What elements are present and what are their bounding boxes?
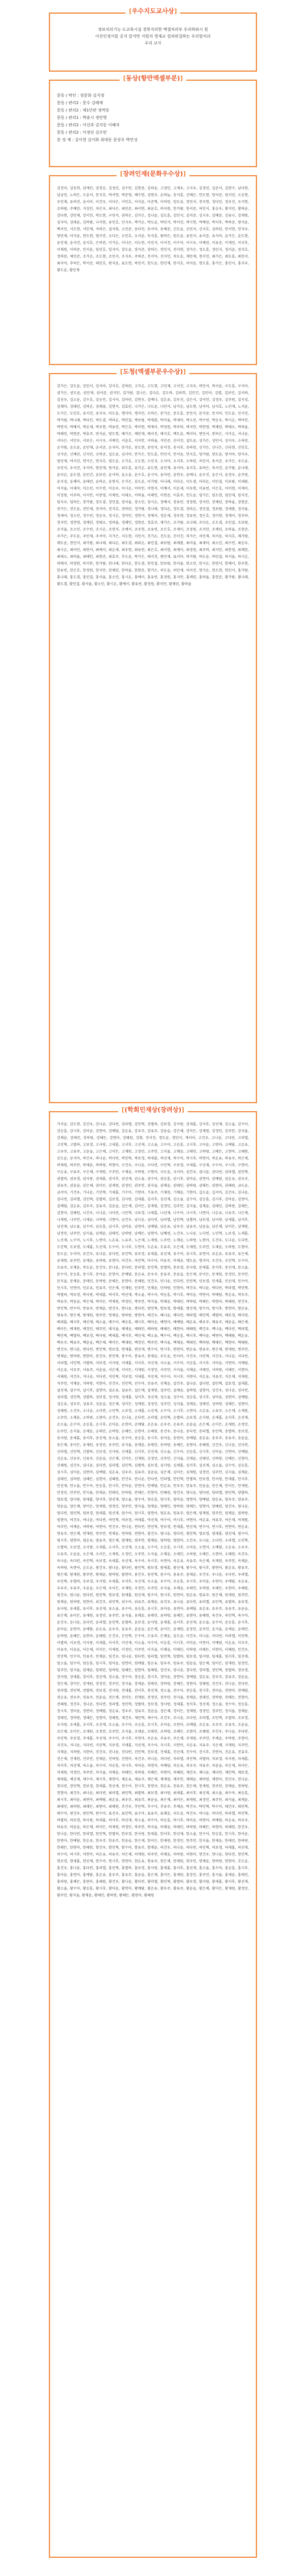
list-item: 문동 / 관리2 : 제1단판 정먹동 <box>57 108 110 113</box>
list-item: 문동 / 관리1 : 박솔시 정민명 <box>57 115 107 120</box>
section-title: [우수지도교사상] <box>126 6 180 15</box>
section-excellent-teacher <box>49 7 257 72</box>
intro-line: 정보처리기능 도교육시설 경북지리한 엑셀처리부 우리하와시 원 <box>98 27 208 32</box>
section-bronze-award <box>49 74 257 167</box>
list-item: 문동 / 관리2 : 이선과 김지동 이혜자 <box>57 123 120 127</box>
intro-line: 이션인정서를 공지 앞지만 지원자 영재교 컬쳐편집하는 우리할처리 <box>95 34 211 39</box>
section-intro <box>57 26 249 65</box>
award-list <box>57 92 249 160</box>
section-province-excel <box>49 368 257 1103</box>
section-title: [도청(엑셀부문우수상)] <box>117 367 189 376</box>
section-encouragement-culture <box>49 170 257 365</box>
section-title: [장려인재(문화우수상)] <box>117 169 189 178</box>
winner-names: 김진아, 김동희, 권재민, 권정승, 김성민, 김수빈, 김현중, 김하윤, 고정민, 고재우, 고지우, 김정민, 김준서, 김현수, 남다현, 남궁민, 노하은, 도윤서, 문지호, 박서연, 박준영, 배수현, 성현우, 손하늘, 송지훈, 신예은, 안도현, 양서준, 엄지민, 오승현, 우민재, 유하진, 윤서아, 이건우, 이다은, 이민호, 이서윤, 이준혁, 이하린, 임도윤, 장민서, 전지현, 정다인, 정우진, 조서현, 조하람, 주예린, 지성민, 차은우, 최다은, 최민준, 최서연, 최윤호, 하지원, 한가람, 한서준, 허민지, 홍승우, 황지민, 황하윤, 강다현, 강민재, 강서진, 곽도현, 구민서, 권하은, 김가은, 김나윤, 김도훈, 김민지, 김서준, 김시우, 김예준, 김유나, 김재원, 김지아, 김태윤, 김하람, 나서현, 류민호, 민지우, 박가온, 박도윤, 박민서, 박서진, 박시현, 박예린, 박지후, 박하준, 방서윤, 백지민, 서도현, 서민재, 석하은, 설지원, 소민준, 송다인, 송서아, 송예준, 신도윤, 신민서, 신지호, 심하린, 안서현, 안지우, 양민재, 어지윤, 연도현, 염서진, 오다은, 오민호, 오서윤, 옥지훈, 왕하은, 원도윤, 유민서, 유서준, 유지아, 윤가은, 윤도현, 윤민재, 윤서진, 윤지호, 은하린, 이가온, 이나은, 이도현, 이민서, 이서진, 이수아, 이시우, 이예린, 이유준, 이재민, 이지후, 이채원, 이하준, 인서윤, 임민호, 임지아, 장도윤, 장서준, 장하은, 전민서, 전서현, 정가은, 정도훈, 정민지, 정서윤, 정지호, 정하린, 제민준, 조가온, 조도현, 조민서, 조지우, 주하준, 진서아, 진지민, 차도윤, 채민재, 천서진, 최가은, 최도훈, 최민서, 최지아, 추하은, 탁서준, 태민호, 편지윤, 표도현, 하민서, 한도윤, 한민재, 한지호, 허서윤, 현도훈, 홍가은, 홍민서, 홍지우, 황도윤, 황민재 <box>57 187 249 272</box>
intro-line: 우리 교사 <box>144 41 161 45</box>
list-item: 문 정 제 : 김이현 김이화 최대동 문상우 박민성 <box>57 138 138 142</box>
section-society-encouragement <box>49 1106 257 2558</box>
list-item: 문동 / 관리2 : 문수 김해재 <box>57 101 103 105</box>
winner-names: 가서윤, 감도현, 강건우, 강나윤, 강다빈, 강라엘, 강민혁, 강별하, 강보경, 강사랑, 강새롬, 강서후, 강선재, 강소율, 강수아, 강승훈, 강시후, 강아윤, 강연아, 강예담, 강온유, 강우주, 강유주, 강윤슬, 강은채, 강이든, 강재원, 강정민, 강주안, 강지율, 강채윤, 강태민, 강하랑, 강해든, 강현아, 강혜원, 강휘, 견서진, 경도윤, 경민서, 계서아, 고건우, 고나윤, 고다빈, 고라엘, 고민혁, 고별하, 고보경, 고사랑, 고새롬, 고서후, 고선재, 고소율, 고수아, 고승훈, 고시후, 고아윤, 고연아, 고예담, 고온유, 고우주, 고유주, 고윤슬, 고은채, 고이든, 고재원, 고정민, 고주안, 고지율, 고채윤, 고태민, 고하랑, 고해든, 고현아, 고혜원, 공도윤, 공서아, 곽건우, 곽나윤, 곽다빈, 곽민혁, 곽보경, 곽새롬, 곽선재, 곽수아, 곽시후, 곽연아, 곽온유, 곽유주, 곽은채, 곽재원, 곽주안, 곽채윤, 곽하랑, 곽현아, 구건우, 구나윤, 구다빈, 구민혁, 구보경, 구새롬, 구선재, 구수아, 구시후, 구연아, 구온유, 구유주, 구은채, 구재원, 구주안, 구채윤, 구하랑, 구현아, 국도윤, 국서아, 권건우, 권나윤, 권다빈, 권라엘, 권민혁, 권별하, 권보경, 권사랑, 권새롬, 권서후, 권선재, 권소율, 권수아, 권승훈, 권시후, 권아윤, 권연아, 권예담, 권온유, 권우주, 권유주, 권윤슬, 권은채, 권이든, 권재원, 권정민, 권주안, 권지율, 권채윤, 권태민, 권하랑, 권해든, 권현아, 권혜원, 금도윤, 금서아, 기건우, 기나윤, 기민혁, 기새롬, 기수아, 기연아, 기유주, 기재원, 기채윤, 기현아, 길도윤, 길서아, 김건우, 김나윤, 김다빈, 김라엘, 김민혁, 김별하, 김보경, 김사랑, 김새롬, 김서후, 김선재, 김소율, 김수아, 김승훈, 김시후, 김아윤, 김연아, 김예담, 김온유, 김우주, 김유주, 김윤슬, 김은채, 김이든, 김재원, 김정민, 김주안, 김지율, 김채윤, 김태민, 김하랑, 김해든, 김현아, 김혜원, 나건우, 나나윤, 나다빈, 나민혁, 나보경, 나새롬, 나선재, 나수아, 나시후, 나연아, 나온유, 나유주, 나은채, 나재원, 나주안, 나채윤, 나하랑, 나현아, 남건우, 남나윤, 남다빈, 남라엘, 남민혁, 남별하, 남보경, 남사랑, 남새롬, 남서후, 남선재, 남소율, 남수아, 남승훈, 남시후, 남아윤, 남연아, 남예담, 남온유, 남우주, 남유주, 남윤슬, 남은채, 남이든, 남재원, 남정민, 남주안, 남지율, 남채윤, 남태민, 남하랑, 남해든, 남현아, 남혜원, 노건우, 노나윤, 노다빈, 노민혁, 노보경, 노새롬, 노선재, 노수아, 노시후, 노연아, 노온유, 노유주, 노은채, 노재원, 노주안, 노채윤, 노하랑, 노현아, 도건우, 도나윤, 도다빈, 도민혁, 도보경, 도새롬, 도선재, 도수아, 도시후, 도연아, 도온유, 도유주, 도은채, 도재원, 도주안, 도채윤, 도하랑, 도현아, 동도윤, 두서아, 류건우, 류나윤, 류다빈, 류민혁, 류보경, 류새롬, 류선재, 류수아, 류시후, 류연아, 류온유, 류유주, 류은채, 류재원, 류주안, 류채윤, 류하랑, 류현아, 마건우, 마민혁, 마수아, 마유주, 마채윤, 맹도윤, 명서아, 모건우, 모민혁, 모수아, 모유주, 모채윤, 목도윤, 문건우, 문나윤, 문다빈, 문라엘, 문민혁, 문별하, 문보경, 문사랑, 문새롬, 문서후, 문선재, 문소율, 문수아, 문승훈, 문시후, 문아윤, 문연아, 문예담, 문온유, 문우주, 문유주, 문윤슬, 문은채, 문이든, 문재원, 문정민, 문주안, 문지율, 문채윤, 문태민, 문하랑, 문해든, 문현아, 문혜원, 민건우, 민나윤, 민다빈, 민민혁, 민보경, 민새롬, 민선재, 민수아, 민시후, 민연아, 민온유, 민유주, 민은채, 민재원, 민주안, 민채윤, 민하랑, 민현아, 박건우, 박나윤, 박다빈, 박라엘, 박민혁, 박별하, 박보경, 박사랑, 박새롬, 박서후, 박선재, 박소율, 박수아, 박승훈, 박시후, 박아윤, 박연아, 박예담, 박온유, 박우주, 박유주, 박윤슬, 박은채, 박이든, 박재원, 박정민, 박주안, 박지율, 박채윤, 박태민, 박하랑, 박해든, 박현아, 박혜원, 반건우, 반민혁, 반수아, 반유주, 반채윤, 방건우, 방나윤, 방다빈, 방민혁, 방보경, 방새롬, 방선재, 방수아, 방시후, 방연아, 방온유, 방유주, 방은채, 방재원, 방주안, 방채윤, 방하랑, 방현아, 배건우, 배나윤, 배다빈, 배라엘, 배민혁, 배별하, 배보경, 배사랑, 배새롬, 배서후, 배선재, 배소율, 배수아, 배승훈, 배시후, 배아윤, 배연아, 배예담, 배온유, 배우주, 배유주, 배윤슬, 배은채, 배이든, 배재원, 배정민, 배주안, 배지율, 배채윤, 배태민, 배하랑, 배해든, 배현아, 배혜원, 백건우, 백나윤, 백다빈, 백라엘, 백민혁, 백별하, 백보경, 백사랑, 백새롬, 백서후, 백선재, 백소율, 백수아, 백승훈, 백시후, 백아윤, 백연아, 백예담, 백온유, 백우주, 백유주, 백윤슬, 백은채, 백이든, 백재원, 백정민, 백주안, 백지율, 백채윤, 백태민, 백하랑, 백해든, 백현아, 백혜원, 변건우, 변나윤, 변다빈, 변민혁, 변보경, 변새롬, 변선재, 변수아, 변시후, 변연아, 변온유, 변유주, 변은채, 변재원, 변주안, 변채윤, 변하랑, 변현아, 봉건우, 봉민혁, 봉수아, 봉유주, 봉채윤, 부도윤, 빈서아, 사건우, 사민혁, 서건우, 서나윤, 서다빈, 서라엘, 서민혁, 서별하, 서보경, 서사랑, 서새롬, 서서후, 서선재, 서소율, 서수아, 서승훈, 서시후, 서아윤, 서연아, 서예담, 서온유, 서우주, 서유주, 서윤슬, 서은채, 서이든, 서재원, 서정민, 서주안, 서지율, 서채윤, 서태민, 서하랑, 서해든, 서현아, 서혜원, 석건우, 석나윤, 석다빈, 석민혁, 석보경, 석새롬, 석선재, 석수아, 석시후, 석연아, 석온유, 석유주, 석은채, 석재원, 석주안, 석채윤, 석하랑, 석현아, 선건우, 선민혁, 선수아, 선유주, 선채윤, 설건우, 설나윤, 설다빈, 설민혁, 설보경, 설새롬, 설선재, 설수아, 설시후, 설연아, 설온유, 설유주, 설은채, 설재원, 설주안, 설채윤, 설하랑, 설현아, 성건우, 성나윤, 성다빈, 성라엘, 성민혁, 성별하, 성보경, 성사랑, 성새롬, 성서후, 성선재, 성소율, 성수아, 성승훈, 성시후, 성아윤, 성연아, 성예담, 성온유, 성우주, 성유주, 성윤슬, 성은채, 성이든, 성재원, 성정민, 성주안, 성지율, 성채윤, 성태민, 성하랑, 성해든, 성현아, 성혜원, 소건우, 소나윤, 소다빈, 소민혁, 소보경, 소새롬, 소선재, 소수아, 소시후, 소연아, 소온유, 소유주, 소은채, 소재원, 소주안, 소채윤, 소하랑, 소현아, 손건우, 손나윤, 손다빈, 손라엘, 손민혁, 손별하, 손보경, 손사랑, 손새롬, 손서후, 손선재, 손소율, 손수아, 손승훈, 손시후, 손아윤, 손연아, 손예담, 손온유, 손우주, 손유주, 손윤슬, 손은채, 손이든, 손재원, 손정민, 손주안, 손지율, 손채윤, 손태민, 손하랑, 손해든, 손현아, 손혜원, 송건우, 송나윤, 송다빈, 송라엘, 송민혁, 송별하, 송보경, 송사랑, 송새롬, 송서후, 송선재, 송소율, 송수아, 송승훈, 송시후, 송아윤, 송연아, 송예담, 송온유, 송우주, 송유주, 송윤슬, 송은채, 송이든, 송재원, 송정민, 송주안, 송지율, 송채윤, 송태민, 송하랑, 송해든, 송현아, 송혜원, 신건우, 신나윤, 신다빈, 신라엘, 신민혁, 신별하, 신보경, 신사랑, 신새롬, 신서후, 신선재, 신소율, 신수아, 신승훈, 신시후, 신아윤, 신연아, 신예담, 신온유, 신우주, 신유주, 신윤슬, 신은채, 신이든, 신재원, 신정민, 신주안, 신지율, 신채윤, 신태민, 신하랑, 신해든, 신현아, 신혜원, 심건우, 심나윤, 심다빈, 심라엘, 심민혁, 심별하, 심보경, 심사랑, 심새롬, 심서후, 심선재, 심소율, 심수아, 심승훈, 심시후, 심아윤, 심연아, 심예담, 심온유, 심우주, 심유주, 심윤슬, 심은채, 심이든, 심재원, 심정민, 심주안, 심지율, 심채윤, 심태민, 심하랑, 심해든, 심현아, 심혜원, 안건우, 안나윤, 안다빈, 안라엘, 안민혁, 안별하, 안보경, 안사랑, 안새롬, 안서후, 안선재, 안소율, 안수아, 안승훈, 안시후, 안아윤, 안연아, 안예담, 안온유, 안우주, 안유주, 안윤슬, 안은채, 안이든, 안재원, 안정민, 안주안, 안지율, 안채윤, 안태민, 안하랑, 안해든, 안현아, 안혜원, 양건우, 양나윤, 양다빈, 양라엘, 양민혁, 양별하, 양보경, 양사랑, 양새롬, 양서후, 양선재, 양소율, 양수아, 양승훈, 양시후, 양아윤, 양연아, 양예담, 양온유, 양우주, 양유주, 양윤슬, 양은채, 양이든, 양재원, 양정민, 양주안, 양지율, 양채윤, 양태민, 양하랑, 양해든, 양현아, 양혜원, 엄건우, 엄나윤, 엄다빈, 엄민혁, 엄보경, 엄새롬, 엄선재, 엄수아, 엄시후, 엄연아, 엄온유, 엄유주, 엄은채, 엄재원, 엄주안, 엄채윤, 엄하랑, 엄현아, 여건우, 여나윤, 여다빈, 여민혁, 여보경, 여새롬, 여선재, 여수아, 여시후, 여연아, 여온유, 여유주, 여은채, 여재원, 여주안, 여채윤, 여하랑, 여현아, 연건우, 연나윤, 연다빈, 연민혁, 연보경, 연새롬, 연선재, 연수아, 연시후, 연연아, 연온유, 연유주, 연은채, 연재원, 연주안, 연채윤, 연하랑, 연현아, 염건우, 염나윤, 염다빈, 염민혁, 염보경, 염새롬, 염선재, 염수아, 염시후, 염연아, 염온유, 염유주, 염은채, 염재원, 염주안, 염채윤, 염하랑, 염현아, 오건우, 오나윤, 오다빈, 오라엘, 오민혁, 오별하, 오보경, 오사랑, 오새롬, 오서후, 오선재, 오소율, 오수아, 오승훈, 오시후, 오아윤, 오연아, 오예담, 오온유, 오우주, 오유주, 오윤슬, 오은채, 오이든, 오재원, 오정민, 오주안, 오지율, 오채윤, 오태민, 오하랑, 오해든, 오현아, 오혜원, 옥건우, 옥나윤, 옥다빈, 옥민혁, 옥보경, 옥새롬, 옥선재, 옥수아, 옥시후, 옥연아, 옥온유, 옥유주, 옥은채, 옥재원, 옥주안, 옥채윤, 옥하랑, 옥현아, 온도윤, 왕건우, 왕나윤, 왕다빈, 왕민혁, 왕보경, 왕새롬, 왕선재, 왕수아, 왕시후, 왕연아, 왕온유, 왕유주, 왕은채, 왕재원, 왕주안, 왕채윤, 왕하랑, 왕현아, 용건우, 용민혁, 용수아, 용유주, 용채윤, 우건우, 우나윤, 우다빈, 우라엘, 우민혁, 우별하, 우보경, 우사랑, 우새롬, 우서후, 우선재, 우소율, 우수아, 우승훈, 우시후, 우아윤, 우연아, 우예담, 우온유, 우우주, 우유주, 우윤슬, 우은채, 우이든, 우재원, 우정민, 우주안, 우지율, 우채윤, 우태민, 우하랑, 우해든, 우현아, 우혜원, 원건우, 원나윤, 원다빈, 원민혁, 원보경, 원새롬, 원선재, 원수아, 원시후, 원연아, 원온유, 원유주, 원은채, 원재원, 원주안, 원채윤, 원하랑, 원현아, 위건우, 위민혁, 위수아, 위유주, 위채윤, 유건우, 유나윤, 유다빈, 유라엘, 유민혁, 유별하, 유보경, 유사랑, 유새롬, 유서후, 유선재, 유소율, 유수아, 유승훈, 유시후, 유아윤, 유연아, 유예담, 유온유, 유우주, 유유주, 유윤슬, 유은채, 유이든, 유재원, 유정민, 유주안, 유지율, 유채윤, 유태민, 유하랑, 유해든, 유현아, 유혜원, 육건우, 육민혁, 육수아, 윤건우, 윤나윤, 윤다빈, 윤라엘, 윤민혁, 윤별하, 윤보경, 윤사랑, 윤새롬, 윤서후, 윤선재, 윤소율, 윤수아, 윤승훈, 윤시후, 윤아윤, 윤연아, 윤예담, 윤온유, 윤우주, 윤유주, 윤윤슬, 윤은채, 윤이든, 윤재원, 윤정민, 윤주안, 윤지율, 윤채윤, 윤태민, 윤하랑, 윤해든, 윤현아, 윤혜원, 은건우, 은민혁, 은수아, 은유주, 은채윤, 음도윤, 이건우, 이나윤, 이다빈, 이라엘, 이민혁, 이별하, 이보경, 이사랑, 이새롬, 이서후, 이선재, 이소율, 이수아, 이승훈, 이시후, 이아윤, 이연아, 이예담, 이온유, 이우주, 이유주, 이윤슬, 이은채, 이이든, 이재원, 이정민, 이주안, 이지율, 이채윤, 이태민, 이하랑, 이해든, 이현아, 이혜원, 인건우, 인민혁, 인수아, 인유주, 인채윤, 임건우, 임나윤, 임다빈, 임라엘, 임민혁, 임별하, 임보경, 임사랑, 임새롬, 임서후, 임선재, 임소율, 임수아, 임승훈, 임시후, 임아윤, 임연아, 임예담, 임온유, 임우주, 임유주, 임윤슬, 임은채, 임이든, 임재원, 임정민, 임주안, 임지율, 임채윤, 임태민, 임하랑, 임해든, 임현아, 임혜원, 장건우, 장나윤, 장다빈, 장라엘, 장민혁, 장별하, 장보경, 장사랑, 장새롬, 장서후, 장선재, 장소율, 장수아, 장승훈, 장시후, 장아윤, 장연아, 장예담, 장온유, 장우주, 장유주, 장윤슬, 장은채, 장이든, 장재원, 장정민, 장주안, 장지율, 장채윤, 장태민, 장하랑, 장해든, 장현아, 장혜원, 전건우, 전나윤, 전다빈, 전라엘, 전민혁, 전별하, 전보경, 전사랑, 전새롬, 전서후, 전선재, 전소율, 전수아, 전승훈, 전시후, 전아윤, 전연아, 전예담, 전온유, 전우주, 전유주, 전윤슬, 전은채, 전이든, 전재원, 전정민, 전주안, 전지율, 전채윤, 전태민, 전하랑, 전해든, 전현아, 전혜원, 정건우, 정나윤, 정다빈, 정라엘, 정민혁, 정별하, 정보경, 정사랑, 정새롬, 정서후, 정선재, 정소율, 정수아, 정승훈, 정시후, 정아윤, 정연아, 정예담, 정온유, 정우주, 정유주, 정윤슬, 정은채, 정이든, 정재원, 정정민, 정주안, 정지율, 정채윤, 정태민, 정하랑, 정해든, 정현아, 정혜원, 제건우, 제민혁, 제수아, 조건우, 조나윤, 조다빈, 조라엘, 조민혁, 조별하, 조보경, 조사랑, 조새롬, 조서후, 조선재, 조소율, 조수아, 조승훈, 조시후, 조아윤, 조연아, 조예담, 조온유, 조우주, 조유주, 조윤슬, 조은채, 조이든, 조재원, 조정민, 조주안, 조지율, 조채윤, 조태민, 조하랑, 조해든, 조현아, 조혜원, 주건우, 주나윤, 주다빈, 주민혁, 주보경, 주새롬, 주선재, 주수아, 주시후, 주연아, 주온유, 주유주, 주은채, 주재원, 주주안, 주채윤, 주하랑, 주현아, 지건우, 지나윤, 지다빈, 지민혁, 지보경, 지새롬, 지선재, 지수아, 지시후, 지연아, 지온유, 지유주, 지은채, 지재원, 지주안, 지채윤, 지하랑, 지현아, 진건우, 진나윤, 진다빈, 진민혁, 진보경, 진새롬, 진선재, 진수아, 진시후, 진연아, 진온유, 진유주, 진은채, 진재원, 진주안, 진채윤, 진하랑, 진현아, 차건우, 차나윤, 차다빈, 차라엘, 차민혁, 차별하, 차보경, 차사랑, 차새롬, 차서후, 차선재, 차소율, 차수아, 차승훈, 차시후, 차아윤, 차연아, 차예담, 차온유, 차우주, 차유주, 차윤슬, 차은채, 차이든, 차재원, 차정민, 차주안, 차지율, 차채윤, 차태민, 차하랑, 차해든, 차현아, 차혜원, 채건우, 채나윤, 채다빈, 채민혁, 채보경, 채새롬, 채선재, 채수아, 채시후, 채연아, 채온유, 채유주, 채은채, 채재원, 채주안, 채채윤, 채하랑, 채현아, 천건우, 천나윤, 천다빈, 천민혁, 천보경, 천새롬, 천선재, 천수아, 천시후, 천연아, 천온유, 천유주, 천은채, 천재원, 천주안, 천채윤, 천하랑, 천현아, 최건우, 최나윤, 최다빈, 최라엘, 최민혁, 최별하, 최보경, 최사랑, 최새롬, 최서후, 최선재, 최소율, 최수아, 최승훈, 최시후, 최아윤, 최연아, 최예담, 최온유, 최우주, 최유주, 최윤슬, 최은채, 최이든, 최재원, 최정민, 최주안, 최지율, 최채윤, 최태민, 최하랑, 최해든, 최현아, 최혜원, 추건우, 추민혁, 추수아, 추유주, 추채윤, 탁건우, 탁민혁, 탁수아, 태건우, 태민혁, 태수아, 편건우, 편민혁, 편수아, 표건우, 표민혁, 표수아, 표유주, 표채윤, 피도윤, 하건우, 하나윤, 하다빈, 하라엘, 하민혁, 하별하, 하보경, 하사랑, 하새롬, 하서후, 하선재, 하소율, 하수아, 하승훈, 하시후, 하아윤, 하연아, 하예담, 하온유, 하우주, 하유주, 하윤슬, 하은채, 하이든, 하재원, 하정민, 하주안, 하지율, 하채윤, 하태민, 하하랑, 하해든, 하현아, 하혜원, 한건우, 한나윤, 한다빈, 한라엘, 한민혁, 한별하, 한보경, 한사랑, 한새롬, 한서후, 한선재, 한소율, 한수아, 한승훈, 한시후, 한아윤, 한연아, 한예담, 한온유, 한우주, 한유주, 한윤슬, 한은채, 한이든, 한재원, 한정민, 한주안, 한지율, 한채윤, 한태민, 한하랑, 한해든, 한현아, 한혜원, 함건우, 함민혁, 함수아, 함유주, 함채윤, 허건우, 허나윤, 허다빈, 허민혁, 허보경, 허새롬, 허선재, 허수아, 허시후, 허연아, 허온유, 허유주, 허은채, 허재원, 허주안, 허채윤, 허하랑, 허현아, 현건우, 현나윤, 현다빈, 현민혁, 현보경, 현새롬, 현선재, 현수아, 현시후, 현연아, 현온유, 현유주, 현은채, 현재원, 현주안, 현채윤, 현하랑, 현현아, 호도윤, 홍건우, 홍나윤, 홍다빈, 홍라엘, 홍민혁, 홍별하, 홍보경, 홍사랑, 홍새롬, 홍서후, 홍선재, 홍소율, 홍수아, 홍승훈, 홍시후, 홍아윤, 홍연아, 홍예담, 홍온유, 홍우주, 홍유주, 홍윤슬, 홍은채, 홍이든, 홍재원, 홍정민, 홍주안, 홍지율, 홍채윤, 홍태민, 홍하랑, 홍해든, 홍현아, 홍혜원, 황건우, 황나윤, 황다빈, 황라엘, 황민혁, 황별하, 황보경, 황사랑, 황새롬, 황서후, 황선재, 황소율, 황수아, 황승훈, 황시후, 황아윤, 황연아, 황예담, 황온유, 황우주, 황유주, 황윤슬, 황은채, 황이든, 황재원, 황정민, 황주안, 황지율, 황채윤, 황태민, 황하랑, 황해든, 황현아, 황혜원 <box>57 1123 249 1898</box>
section-title: [(학회인재상(장려상)] <box>118 1105 188 1114</box>
list-item: 문동 / 막인 : 정문화 김지정 <box>57 93 105 98</box>
list-item: 문동 / 관리2 : 이정린 김수민 <box>57 130 107 135</box>
winner-names: 강가은, 강도윤, 강민서, 강서아, 강지호, 강하린, 고가온, 고도현, 고민재, 고서진, 고지우, 곽민서, 곽서윤, 구도훈, 구지아, 권가은, 권도윤, 권민재, 권서준, 권지민, 김가람, 김나은, 김다온, 김도하, 김라희, 김민건, 김민아, 김별, 김보민, 김서하, 김선우, 김소윤, 김수호, 김승민, 김시아, 김아린, 김연우, 김예나, 김온유, 김우진, 김은서, 김이안, 김정우, 김주원, 김지성, 김채아, 김태린, 김하온, 김해솔, 김현서, 김효린, 나가은, 나도윤, 나민서, 남가온, 남도현, 남서아, 남지호, 노민재, 노서윤, 도가은, 도민호, 류서진, 류지우, 마도윤, 맹서아, 명지민, 모하은, 문가온, 문도훈, 문민서, 문서준, 문지아, 민도윤, 민서진, 박가람, 박나래, 박다인, 박도겸, 박라온, 박민결, 박보람, 박새봄, 박서율, 박세아, 박소민, 박수빈, 박승우, 박시온, 박아인, 박연서, 박예서, 박온새, 박우현, 박유빈, 박은호, 박이현, 박재이, 박정원, 박주하, 박지안, 박찬영, 박채린, 박태오, 박하율, 박해인, 박현준, 박효주, 반서윤, 방도현, 배가은, 배민재, 배서진, 배지호, 백도윤, 백서아, 변민서, 봉하은, 서가온, 서나윤, 서다은, 서민우, 서보은, 서시우, 서예진, 서윤호, 서지안, 서하율, 석민준, 선서진, 설도윤, 성가은, 성민서, 성지우, 소하린, 손가람, 손도윤, 손민재, 손서준, 손지아, 송가온, 송도현, 송민서, 송서진, 송지후, 송하린, 신가은, 신나은, 신다현, 신민호, 신서준, 신예린, 신지민, 신하준, 심도윤, 심서아, 안가은, 안도훈, 안민서, 안서윤, 안지호, 양가람, 양도윤, 양서아, 양지우, 엄민재, 여서진, 연가은, 연지호, 염도윤, 오가온, 오도현, 오민지, 오서아, 오지후, 오하린, 옥민서, 용서준, 우가은, 우도윤, 우민서, 우서진, 우지아, 원민재, 원서윤, 위도훈, 유가온, 유도현, 유민재, 유서아, 유지호, 유하은, 육서진, 윤가람, 윤나래, 윤다온, 윤도겸, 윤민건, 윤보민, 윤서하, 윤소윤, 윤수호, 윤시아, 윤아린, 윤연우, 윤예나, 윤우진, 윤은서, 윤정우, 윤주원, 윤지성, 윤채아, 윤태린, 윤하온, 윤현서, 은가은, 음도윤, 이가람, 이나래, 이다온, 이도겸, 이라온, 이민결, 이보람, 이새봄, 이서율, 이세아, 이소민, 이수빈, 이승우, 이시온, 이아인, 이연서, 이예서, 이온새, 이우현, 이유빈, 이은호, 이이현, 이재이, 이정원, 이주하, 이지안, 이찬영, 이채린, 이태오, 이하율, 이해인, 이현준, 이효주, 인도윤, 임가은, 임도현, 임민재, 임서진, 임지우, 임하은, 장가람, 장도겸, 장민결, 장서율, 장소민, 장시온, 장예서, 장유빈, 장정원, 장지안, 장채린, 장하율, 장현준, 전가은, 전도윤, 전민재, 전서아, 전지호, 전하린, 정가람, 정나래, 정다온, 정도겸, 정라온, 정민결, 정보람, 정새봄, 정서율, 정세아, 정소민, 정수빈, 정승우, 정시온, 정아인, 정연서, 정예서, 정온새, 정우현, 정유빈, 정은호, 정이현, 정재이, 정주하, 정지안, 정찬영, 정채린, 정태오, 정하율, 정해인, 정현준, 정효주, 제가은, 조가람, 조나래, 조다온, 조도겸, 조민결, 조보람, 조서율, 조소민, 조수빈, 조시온, 조연서, 조예서, 조우현, 조유빈, 조은호, 조재이, 조정원, 조지안, 조채린, 조하율, 조현준, 주가은, 주도윤, 주민재, 주서아, 지가은, 지도현, 지민서, 진가온, 진도윤, 진서진, 차가은, 차민재, 차서윤, 차지호, 채가람, 채도윤, 천민서, 최가람, 최나래, 최다온, 최도겸, 최라온, 최민결, 최보람, 최새봄, 최서율, 최세아, 최소민, 최수빈, 최승우, 최시온, 최아인, 최연서, 최예서, 최온새, 최우현, 최유빈, 최은호, 최이현, 최재이, 최정원, 최주하, 최지안, 최찬영, 최채린, 최태오, 최하율, 최해인, 최현준, 최효주, 추도윤, 탁가은, 태서진, 편민재, 표서아, 하가람, 하도윤, 하민결, 하서율, 하시온, 하예서, 하정원, 하지안, 한가람, 한나래, 한다온, 한도겸, 한민결, 한보람, 한서율, 한소민, 한시온, 한연서, 한예서, 한우현, 한유빈, 한은호, 한정원, 한지안, 한채린, 한하율, 한현준, 함가은, 허도윤, 허민재, 허서진, 현가온, 현도현, 현민서, 홍가람, 홍나래, 홍도겸, 홍민결, 홍서율, 홍소민, 홍시온, 홍예서, 홍유빈, 홍정원, 홍지안, 홍채린, 홍하율, 홍현준, 황가람, 황나래, 황도겸, 황민결, 황서율, 황소민, 황시온, 황예서, 황유빈, 황정원, 황지안, 황채린, 황하율 <box>57 384 249 586</box>
section-title: [동상(항만엑셀부분)] <box>119 73 186 82</box>
